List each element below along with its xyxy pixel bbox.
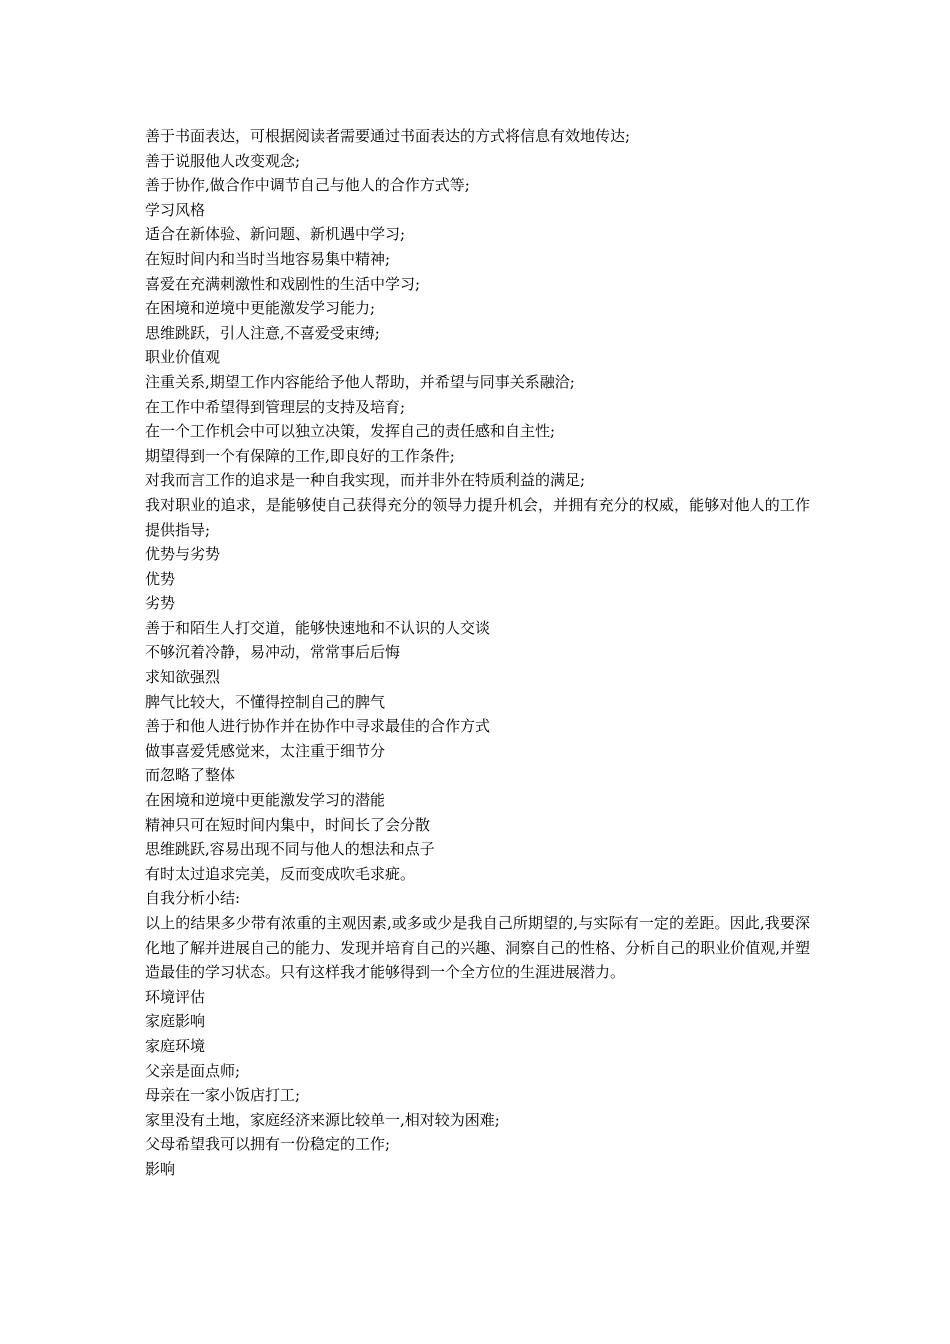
text-line: 善于说服他人改变观念; (145, 151, 301, 170)
text-line: 家里没有土地，家庭经济来源比较单一,相对较为困难; (145, 1110, 500, 1129)
section-heading: 自我分析小结: (145, 889, 241, 908)
text-line: 在困境和逆境中更能激发学习的潜能 (145, 791, 386, 810)
text-line: 精神只可在短时间内集中，时间长了会分散 (145, 815, 431, 834)
text-line: 注重关系,期望工作内容能给予他人帮助，并希望与同事关系融洽; (145, 372, 575, 391)
text-line: 喜爱在充满刺激性和戏剧性的生活中学习; (145, 274, 421, 293)
text-line: 有时太过追求完美，反而变成吹毛求疵。 (145, 864, 416, 883)
text-line: 父亲是面点师; (145, 1061, 241, 1080)
section-heading: 优势与劣势 (145, 545, 221, 564)
text-line: 在短时间内和当时当地容易集中精神; (145, 249, 391, 268)
text-line: 善于和他人进行协作并在协作中寻求最佳的合作方式 (145, 717, 491, 736)
text-line: 求知欲强烈 (145, 668, 221, 687)
text-line: 期望得到一个有保障的工作,即良好的工作条件; (145, 446, 455, 465)
text-line: 父母希望我可以拥有一份稳定的工作; (145, 1135, 391, 1154)
text-line: 善于书面表达，可根据阅读者需要通过书面表达的方式将信息有效地传达; (145, 127, 631, 145)
text-line: 善于和陌生人打交道，能够快速地和不认识的人交谈 (145, 618, 491, 637)
subheading: 优势 (145, 569, 176, 588)
section-heading: 职业价值观 (145, 348, 221, 367)
text-line: 对我而言工作的追求是一种自我实现，而并非外在特质利益的满足; (145, 471, 586, 490)
text-line: 做事喜爱凭感觉来，太注重于细节分 (145, 741, 386, 760)
text-paragraph: 以上的结果多少带有浓重的主观因素,或多或少是我自己所期望的,与实际有一定的差距。因此,我要深化地了解并进展自己的能力、发现并培育自己的兴趣、洞察自己的性格、分析自己的职业价值观,并塑造最佳的学习状态。只有这样我才能够得到一个全方位的生涯进展潜力。 (145, 914, 810, 982)
text-line: 思维跳跃,容易出现不同与他人的想法和点子 (145, 840, 435, 859)
text-line: 适合在新体验、新问题、新机遇中学习; (145, 225, 406, 244)
text-line: 不够沉着冷静，易冲动，常常事后后悔 (145, 643, 401, 662)
text-line: 思维跳跃，引人注意,不喜爱受束缚; (145, 323, 380, 342)
section-heading: 学习风格 (145, 200, 206, 219)
text-line: 在一个工作机会中可以独立决策，发挥自己的责任感和自主性; (145, 422, 556, 441)
subheading: 家庭影响 (145, 1012, 206, 1031)
text-line: 在困境和逆境中更能激发学习能力; (145, 299, 376, 318)
subheading: 影响 (145, 1159, 176, 1178)
document-page (145, 124, 810, 1182)
text-line: 在工作中希望得到管理层的支持及培育; (145, 397, 406, 416)
text-line: 而忽略了整体 (145, 766, 236, 785)
text-line: 善于协作,做合作中调节自己与他人的合作方式等; (145, 176, 470, 195)
text-line: 母亲在一家小饭店打工; (145, 1086, 301, 1105)
text-line: 脾气比较大，不懂得控制自己的脾气 (145, 692, 386, 711)
subheading: 家庭环境 (145, 1036, 206, 1055)
section-heading: 环境评估 (145, 987, 206, 1006)
text-paragraph: 我对职业的追求，是能够使自己获得充分的领导力提升机会，并拥有充分的权威，能够对他人的工作提供指导; (145, 495, 810, 539)
subheading: 劣势 (145, 594, 176, 613)
